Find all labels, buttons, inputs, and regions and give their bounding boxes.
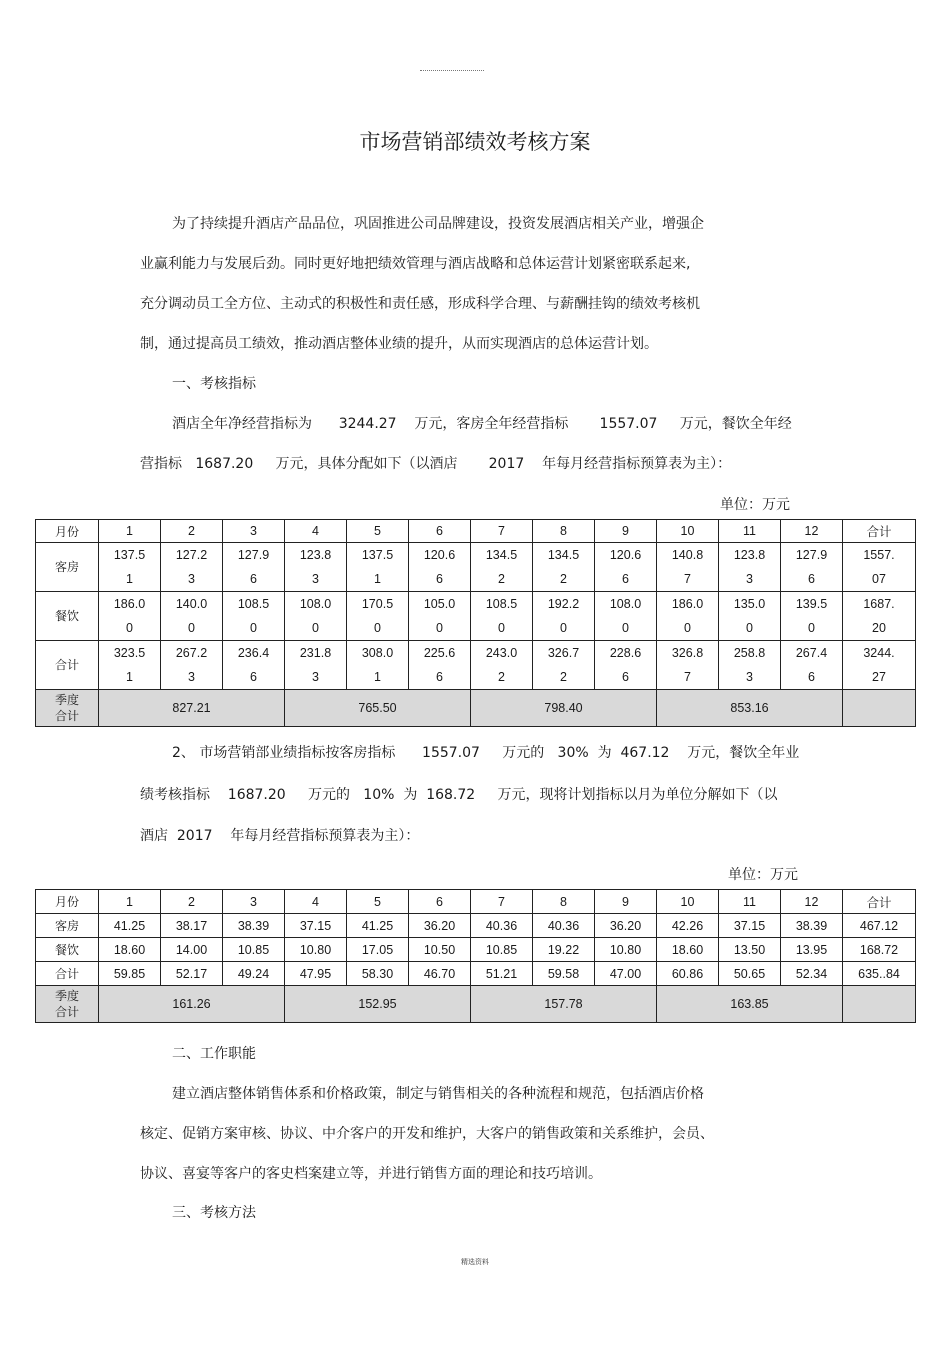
quarter-total-cell: 161.26: [99, 986, 285, 1023]
cell-line: 267.4: [795, 646, 828, 660]
cell-line: 0: [498, 621, 505, 635]
table-cell: 19.22: [533, 938, 595, 962]
quarter-label: [36, 690, 99, 727]
table-cell: [533, 592, 595, 641]
table-cell: 37.15: [285, 914, 347, 938]
cell-line: 137.5: [113, 548, 146, 562]
cell-line: 231.8: [299, 646, 332, 660]
para2-line-1: 2、 市场营销部业绩指标按客房指标 1557.07 万元的 30% 为 467.12 万元，餐饮全年业: [172, 745, 800, 761]
section-heading-3: 三、考核方法: [172, 1205, 256, 1221]
cell-text: [781, 543, 842, 591]
header-cell: 12: [781, 520, 843, 543]
cell-line: 258.8: [733, 646, 766, 660]
cell-line: 2: [560, 670, 567, 684]
header-cell: 11: [719, 520, 781, 543]
table-cell: 18.60: [99, 938, 161, 962]
cell-text: [99, 592, 160, 640]
row-label: 餐饮: [36, 938, 99, 962]
page-footer: 精选资料: [461, 1258, 489, 1266]
row-label: 餐饮: [36, 592, 99, 641]
cell-text: [285, 592, 346, 640]
table1-row-total: [36, 641, 916, 690]
cell-text: [781, 641, 842, 689]
cell-line: 3: [312, 670, 319, 684]
header-cell: 2: [161, 890, 223, 914]
cell-line: 7: [684, 670, 691, 684]
cell-text: [657, 543, 718, 591]
table-cell: 10.85: [471, 938, 533, 962]
table-cell: [285, 543, 347, 592]
cell-text: [161, 592, 222, 640]
quarter-total-cell: 765.50: [285, 690, 471, 727]
header-cell: 7: [471, 520, 533, 543]
cell-text: [99, 543, 160, 591]
cell-text: [409, 543, 470, 591]
cell-line: 134.5: [547, 548, 580, 562]
cell-text: [285, 641, 346, 689]
cell-text: [347, 592, 408, 640]
section-heading-2: 二、工作职能: [172, 1046, 256, 1062]
table-cell: 41.25: [99, 914, 161, 938]
header-cell: 4: [285, 890, 347, 914]
table-cell: 38.39: [781, 914, 843, 938]
table-cell: [99, 641, 161, 690]
cell-line: 236.4: [237, 646, 270, 660]
row-label: 合计: [36, 962, 99, 986]
cell-text: [409, 592, 470, 640]
cell-line: 1687.: [863, 597, 895, 611]
table-cell: [161, 641, 223, 690]
table-cell: [347, 592, 409, 641]
table-cell: 36.20: [409, 914, 471, 938]
cell-line: 3244.: [863, 646, 895, 660]
table2-header-row: [36, 890, 916, 914]
table-cell: [595, 641, 657, 690]
table1-row-rooms: [36, 543, 916, 592]
cell-line: 6: [436, 572, 443, 586]
header-cell: 10: [657, 520, 719, 543]
cell-line: 134.5: [485, 548, 518, 562]
table-cell: 60.86: [657, 962, 719, 986]
cell-text: [347, 641, 408, 689]
table-cell: [471, 641, 533, 690]
cell-line: 7: [684, 572, 691, 586]
cell-text: [223, 641, 284, 689]
cell-text: [99, 641, 160, 689]
intro-line-2: 业赢利能力与发展后劲。同时更好地把绩效管理与酒店战略和总体运营计划紧密联系起来,: [140, 256, 691, 272]
cell-text: [843, 641, 915, 689]
table1-header-row: [36, 520, 916, 543]
cell-text: [719, 543, 780, 591]
table-cell: 49.24: [223, 962, 285, 986]
cell-line: 2: [498, 670, 505, 684]
table-cell: [657, 592, 719, 641]
cell-text: [533, 543, 594, 591]
table-cell: 17.05: [347, 938, 409, 962]
cell-line: 308.0: [361, 646, 394, 660]
cell-line: 2: [560, 572, 567, 586]
table-cell: [409, 543, 471, 592]
cell-text: [533, 592, 594, 640]
cell-line: 123.8: [733, 548, 766, 562]
table2-row-total: [36, 962, 916, 986]
cell-line: 108.5: [237, 597, 270, 611]
table-cell: 58.30: [347, 962, 409, 986]
cell-line: 127.9: [795, 548, 828, 562]
cell-line: 6: [622, 670, 629, 684]
table-cell: 46.70: [409, 962, 471, 986]
cell-line: 105.0: [423, 597, 456, 611]
table-cell: [719, 543, 781, 592]
cell-line: 3: [746, 670, 753, 684]
cell-line: 1557.: [863, 548, 895, 562]
table-cell: [781, 641, 843, 690]
table-cell: [409, 592, 471, 641]
monthly-target-table: [35, 519, 916, 727]
cell-line: 6: [622, 572, 629, 586]
intro-line-1: 为了持续提升酒店产品品位，巩固推进公司品牌建设，投资发展酒店相关产业，增强企: [172, 216, 704, 232]
department-target-table: [35, 889, 916, 1023]
cell-text: [223, 543, 284, 591]
cell-text: [595, 543, 656, 591]
cell-text: [657, 592, 718, 640]
table-cell: [595, 543, 657, 592]
table-cell: 41.25: [347, 914, 409, 938]
cell-line: 0: [126, 621, 133, 635]
cell-line: 6: [250, 670, 257, 684]
cell-text: [471, 641, 532, 689]
table-cell: [99, 543, 161, 592]
cell-line: 186.0: [113, 597, 146, 611]
header-cell: 7: [471, 890, 533, 914]
table-cell: [657, 543, 719, 592]
header-cell: 2: [161, 520, 223, 543]
cell-line: 6: [808, 670, 815, 684]
cell-line: 20: [872, 621, 886, 635]
header-cell: 合计: [843, 520, 916, 543]
table-cell: 52.17: [161, 962, 223, 986]
document-title: 市场营销部绩效考核方案: [359, 130, 591, 154]
para2-line-3: 酒店 2017 年每月经营指标预算表为主）：: [140, 828, 420, 844]
header-cell: 8: [533, 520, 595, 543]
table-cell: 51.21: [471, 962, 533, 986]
table-cell: [843, 641, 916, 690]
unit-label-1: 单位：万元: [720, 497, 790, 513]
row-label: 客房: [36, 543, 99, 592]
table1-row-food: [36, 592, 916, 641]
quarter-total-cell: 798.40: [471, 690, 657, 727]
table-cell: 38.17: [161, 914, 223, 938]
cell-line: 2: [498, 572, 505, 586]
quarter-blank-cell: [843, 986, 916, 1023]
quarter-label-line: 合计: [54, 1005, 79, 1019]
header-cell: 9: [595, 520, 657, 543]
cell-line: 120.6: [423, 548, 456, 562]
cell-line: 225.6: [423, 646, 456, 660]
table-cell: 467.12: [843, 914, 916, 938]
quarter-label-line: 季度: [54, 989, 79, 1003]
cell-line: 6: [808, 572, 815, 586]
table-cell: [533, 641, 595, 690]
cell-line: 108.5: [485, 597, 518, 611]
table-cell: [161, 592, 223, 641]
cell-line: 1: [126, 670, 133, 684]
cell-line: 3: [188, 572, 195, 586]
header-cell: 5: [347, 890, 409, 914]
cell-line: 0: [684, 621, 691, 635]
table-cell: [471, 543, 533, 592]
table-cell: 10.80: [595, 938, 657, 962]
cell-line: 07: [872, 572, 886, 586]
cell-text: [719, 592, 780, 640]
table-cell: [223, 543, 285, 592]
cell-text: [471, 543, 532, 591]
cell-line: 267.2: [175, 646, 208, 660]
header-cell: 12: [781, 890, 843, 914]
cell-line: 192.2: [547, 597, 580, 611]
cell-line: 123.8: [299, 548, 332, 562]
header-cell: 6: [409, 890, 471, 914]
cell-line: 137.5: [361, 548, 394, 562]
cell-line: 140.8: [671, 548, 704, 562]
table-cell: 13.95: [781, 938, 843, 962]
row-label: 客房: [36, 914, 99, 938]
intro-line-3: 充分调动员工全方位、主动式的积极性和责任感，形成科学合理、与薪酬挂钩的绩效考核机: [140, 296, 700, 312]
header-cell: 1: [99, 520, 161, 543]
cell-line: 139.5: [795, 597, 828, 611]
cell-text: [285, 543, 346, 591]
header-cell: 3: [223, 890, 285, 914]
table-cell: [781, 543, 843, 592]
header-dotted-rule: [420, 70, 484, 71]
table-cell: [471, 592, 533, 641]
cell-text: [843, 592, 915, 640]
header-label: 月份: [36, 890, 99, 914]
table-cell: [595, 592, 657, 641]
cell-line: 0: [746, 621, 753, 635]
cell-line: 27: [872, 670, 886, 684]
table-cell: 59.58: [533, 962, 595, 986]
cell-line: 326.8: [671, 646, 704, 660]
cell-text: [223, 592, 284, 640]
table-cell: 10.80: [285, 938, 347, 962]
table1-quarter-row: [36, 690, 916, 727]
cell-line: 323.5: [113, 646, 146, 660]
table-cell: [409, 641, 471, 690]
header-cell: 8: [533, 890, 595, 914]
para2-line-2: 绩考核指标 1687.20 万元的 10% 为 168.72 万元，现将计划指标以月为单位分解如下（以: [140, 787, 778, 803]
table-cell: [285, 592, 347, 641]
cell-line: 0: [622, 621, 629, 635]
cell-line: 127.2: [175, 548, 208, 562]
cell-line: 1: [126, 572, 133, 586]
cell-line: 170.5: [361, 597, 394, 611]
table-cell: 37.15: [719, 914, 781, 938]
cell-line: 0: [560, 621, 567, 635]
table-cell: 40.36: [533, 914, 595, 938]
header-cell: 3: [223, 520, 285, 543]
quarter-blank-cell: [843, 690, 916, 727]
para1-line-2: 营指标 1687.20 万元，具体分配如下（以酒店 2017 年每月经营指标预算表为主）：: [140, 456, 732, 472]
section-heading-1: 一、考核指标: [172, 376, 256, 392]
quarter-total-cell: 163.85: [657, 986, 843, 1023]
cell-text: [161, 543, 222, 591]
table2-row-rooms: [36, 914, 916, 938]
table-cell: [347, 543, 409, 592]
cell-line: 1: [374, 670, 381, 684]
cell-text: [781, 592, 842, 640]
table-cell: [657, 641, 719, 690]
table-cell: 168.72: [843, 938, 916, 962]
table-cell: 18.60: [657, 938, 719, 962]
cell-line: 6: [436, 670, 443, 684]
para3-line-3: 协议、喜宴等客户的客史档案建立等，并进行销售方面的理论和技巧培训。: [140, 1166, 602, 1182]
table-cell: 47.00: [595, 962, 657, 986]
table-cell: 36.20: [595, 914, 657, 938]
table-cell: 13.50: [719, 938, 781, 962]
cell-line: 120.6: [609, 548, 642, 562]
cell-line: 108.0: [609, 597, 642, 611]
table-cell: 59.85: [99, 962, 161, 986]
header-cell: 1: [99, 890, 161, 914]
table-cell: 42.26: [657, 914, 719, 938]
intro-line-4: 制，通过提高员工绩效，推动酒店整体业绩的提升，从而实现酒店的总体运营计划。: [140, 336, 658, 352]
cell-line: 127.9: [237, 548, 270, 562]
table-cell: [781, 592, 843, 641]
cell-text: [719, 641, 780, 689]
cell-line: 0: [188, 621, 195, 635]
cell-line: 108.0: [299, 597, 332, 611]
header-cell: 9: [595, 890, 657, 914]
table-cell: [843, 543, 916, 592]
table-cell: 47.95: [285, 962, 347, 986]
table-cell: [719, 641, 781, 690]
table-cell: 40.36: [471, 914, 533, 938]
row-label: 合计: [36, 641, 99, 690]
table-cell: [843, 592, 916, 641]
cell-line: 0: [312, 621, 319, 635]
cell-line: 140.0: [175, 597, 208, 611]
table-cell: [223, 592, 285, 641]
quarter-total-cell: 853.16: [657, 690, 843, 727]
table2-quarter-row: [36, 986, 916, 1023]
cell-text: [471, 592, 532, 640]
header-label: 月份: [36, 520, 99, 543]
cell-text: [533, 641, 594, 689]
cell-line: 135.0: [733, 597, 766, 611]
cell-line: 326.7: [547, 646, 580, 660]
table-cell: [161, 543, 223, 592]
header-cell: 10: [657, 890, 719, 914]
table-cell: 10.50: [409, 938, 471, 962]
cell-line: 243.0: [485, 646, 518, 660]
para1-line-1: 酒店全年净经营指标为 3244.27 万元，客房全年经营指标 1557.07 万元，餐饮全年经: [172, 416, 792, 432]
cell-text: [843, 543, 915, 591]
table-cell: [719, 592, 781, 641]
header-cell: 6: [409, 520, 471, 543]
table-cell: [533, 543, 595, 592]
table-cell: 14.00: [161, 938, 223, 962]
para3-line-1: 建立酒店整体销售体系和价格政策，制定与销售相关的各种流程和规范，包括酒店价格: [172, 1086, 704, 1102]
cell-line: 0: [436, 621, 443, 635]
table-cell: 635..84: [843, 962, 916, 986]
cell-text: [657, 641, 718, 689]
unit-label-2: 单位：万元: [728, 867, 798, 883]
table-cell: [285, 641, 347, 690]
quarter-total-cell: 157.78: [471, 986, 657, 1023]
cell-line: 3: [188, 670, 195, 684]
cell-line: 1: [374, 572, 381, 586]
table-cell: [347, 641, 409, 690]
table-cell: 38.39: [223, 914, 285, 938]
cell-text: [595, 641, 656, 689]
quarter-label-line: 合计: [54, 709, 79, 723]
cell-line: 3: [746, 572, 753, 586]
table-cell: 10.85: [223, 938, 285, 962]
cell-line: 0: [808, 621, 815, 635]
header-cell: 4: [285, 520, 347, 543]
cell-line: 6: [250, 572, 257, 586]
table-cell: [99, 592, 161, 641]
quarter-label: [36, 986, 99, 1023]
cell-text: [161, 641, 222, 689]
table-cell: 50.65: [719, 962, 781, 986]
header-cell: 11: [719, 890, 781, 914]
quarter-total-cell: 152.95: [285, 986, 471, 1023]
cell-text: [595, 592, 656, 640]
header-cell: 5: [347, 520, 409, 543]
quarter-total-cell: 827.21: [99, 690, 285, 727]
header-cell: 合计: [843, 890, 916, 914]
table-cell: 52.34: [781, 962, 843, 986]
cell-line: 3: [312, 572, 319, 586]
cell-text: [347, 543, 408, 591]
para3-line-2: 核定、促销方案审核、协议、中介客户的开发和维护，大客户的销售政策和关系维护，会员、: [140, 1126, 714, 1142]
cell-line: 186.0: [671, 597, 704, 611]
table2-row-food: [36, 938, 916, 962]
cell-text: [409, 641, 470, 689]
cell-line: 0: [374, 621, 381, 635]
cell-line: 0: [250, 621, 257, 635]
cell-line: 228.6: [609, 646, 642, 660]
quarter-label-line: 季度: [54, 693, 79, 707]
table-cell: [223, 641, 285, 690]
